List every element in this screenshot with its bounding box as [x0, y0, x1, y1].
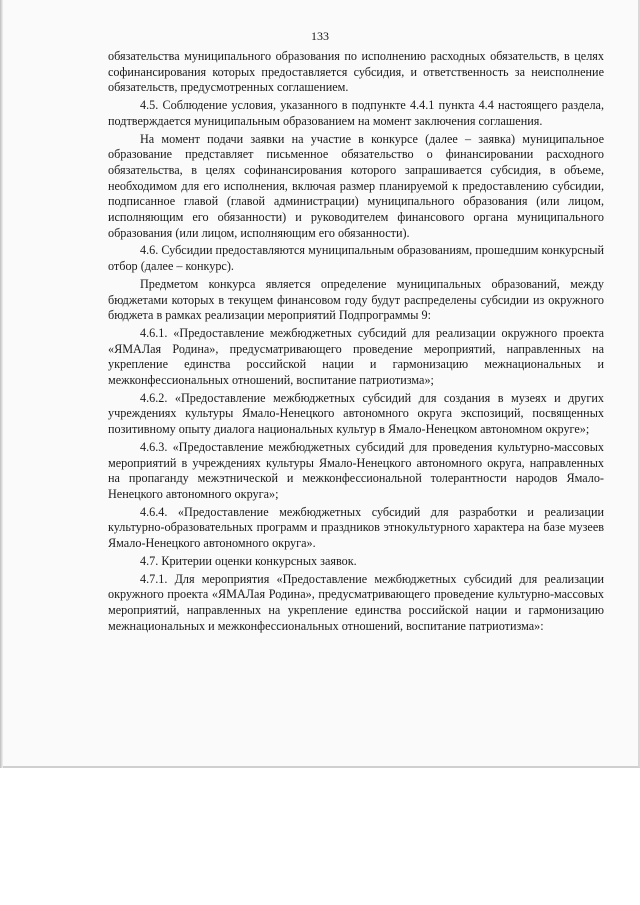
paragraph-4-5: 4.5. Соблюдение условия, указанного в подпункте 4.4.1 пункта 4.4 настоящего раздела, подтверждается муниципальным образованием на момент заключения соглашения.	[108, 98, 604, 128]
paragraph-contest-subject: Предметом конкурса является определение муниципальных образований, между бюджетами которых в текущем финансовом году будут распределены субсидии из окружного бюджета в рамках реализации мероприятий Подпрограммы 9:	[108, 276, 604, 323]
paragraph-4-6-4: 4.6.4. «Предоставление межбюджетных субсидий для разработки и реализации культурно-образовательных программ и праздников этнокультурного характера на базе музеев Ямало-Ненецкого автономного округа».	[108, 504, 604, 551]
paragraph-4-6-3: 4.6.3. «Предоставление межбюджетных субсидий для проведения культурно-массовых мероприятий в учреждениях культуры Ямало-Ненецкого автономного округа, направленных на пропаганду межэтнической и межконфессиональной толерантности народов Ямало-Ненецкого автономного округа»;	[108, 439, 604, 501]
document-body	[108, 49, 604, 634]
scan-edge-shadow	[0, 0, 3, 768]
paragraph-obligations: обязательства муниципального образования по исполнению расходных обязательств, в целях софинансирования которых предоставляется субсидия, и ответственность за неисполнение обязательств, предусмотренных соглашением.	[108, 49, 604, 95]
paragraph-4-6: 4.6. Субсидии предоставляются муниципальным образованиям, прошедшим конкурсный отбор (далее – конкурс).	[108, 243, 604, 274]
paragraph-4-7: 4.7. Критерии оценки конкурсных заявок.	[140, 553, 357, 568]
page-number: 133	[311, 29, 329, 43]
paragraph-4-6-2: 4.6.2. «Предоставление межбюджетных субсидий для создания в музеях и других учреждениях культуры Ямало-Ненецкого автономного округа экспозиций, посвященных позитивному опыту диалога национальных культур в Ямало-Ненецком автономном округе»;	[108, 390, 604, 437]
paragraph-4-6-1: 4.6.1. «Предоставление межбюджетных субсидий для реализации окружного проекта «ЯМАЛая Родина», предусматривающего проведение мероприятий, направленных на укрепление единства российской нации и гармонизацию межнациональных и межконфессиональных отношений, воспитание патриотизма»;	[108, 325, 604, 388]
paragraph-4-7-1: 4.7.1. Для мероприятия «Предоставление межбюджетных субсидий для реализации окружного проекта «ЯМАЛая Родина», предусматривающего проведение культурно-массовых мероприятий, направленных на укрепление единства российской нации и гармонизацию межнациональных и межконфессиональных отношений, воспитание патриотизма»:	[108, 571, 604, 633]
paragraph-application-moment: На момент подачи заявки на участие в конкурсе (далее – заявка) муниципальное образование представляет письменное обязательство о финансировании расходного обязательства, в целях софинансирования которого запрашивается субсидия, в объеме, необходимом для его исполнения, включая размер планируемой к предоставлению субсидии, подписанное главой (главой администрации) муниципального образования (или лицом, исполняющим его обязанности) и руководителем финансового органа муниципального образования (или лицом, исполняющим его обязанности).	[108, 131, 604, 240]
